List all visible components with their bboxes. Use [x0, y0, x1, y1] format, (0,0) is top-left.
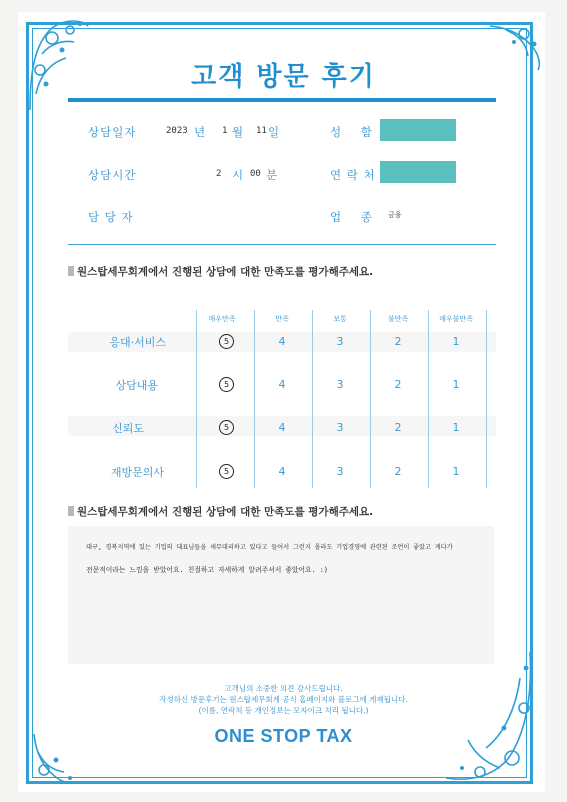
score-option[interactable]: 3: [336, 421, 344, 434]
rating-row-label: 재방문의사: [110, 466, 164, 479]
grid-line: [196, 310, 197, 488]
grid-line: [254, 310, 255, 488]
score-option[interactable]: 1: [452, 378, 460, 391]
score-option[interactable]: 1: [452, 335, 460, 348]
score-option[interactable]: 4: [278, 421, 286, 434]
score-option[interactable]: 3: [336, 378, 344, 391]
time-minute-value: 00: [250, 169, 261, 179]
question-marker-icon: [68, 506, 74, 516]
date-month-value: 1: [222, 126, 228, 136]
name-label: 성 함: [330, 125, 373, 139]
comment-line-2: 전문적이라는 느낌을 받았어요. 친절하고 자세하게 알려주셔서 좋았어요. :): [86, 566, 328, 574]
staff-label: 담 당 자: [88, 210, 134, 224]
selected-score-circle[interactable]: 5: [219, 420, 234, 435]
title-divider: [68, 98, 496, 102]
name-redacted: [380, 119, 456, 141]
grid-line: [312, 310, 313, 488]
page-title: 고객 방문 후기: [191, 62, 376, 92]
column-header: 매우만족: [208, 315, 236, 323]
grid-line: [370, 310, 371, 488]
selected-score-circle[interactable]: 5: [219, 464, 234, 479]
grid-line: [428, 310, 429, 488]
score-option[interactable]: 1: [452, 421, 460, 434]
column-header: 만족: [275, 315, 289, 323]
comment-line-1: 대구, 경북지역에 있는 기업의 대표님들을 세무대리하고 있다고 들어서 그런지 몰라도 기업경영에 관련된 조언이 좋았고 게다가: [86, 544, 453, 551]
rating-row-label: 응대·서비스: [109, 336, 166, 349]
rating-question: [68, 264, 373, 279]
corner-ornament-bottom-right: [440, 648, 540, 788]
column-header: 매우불만족: [439, 315, 473, 323]
score-option[interactable]: 3: [336, 335, 344, 348]
rating-row-label: 신뢰도: [112, 422, 144, 435]
footer-notice: 작성하신 방문후기는 원스탑세무회계 공식 홈페이지와 블로그에 게재됩니다.: [159, 695, 408, 704]
question-marker-icon: [68, 266, 74, 276]
grid-line: [486, 310, 487, 488]
rating-question-text: 원스탑세무회계에서 진행된 상담에 대한 만족도를 평가해주세요.: [77, 266, 374, 278]
contact-label: 연 락 처: [330, 168, 376, 182]
date-year-unit: 년: [194, 125, 207, 139]
brand-logo: ONE STOP TAX: [214, 726, 353, 746]
date-month-unit: 월: [232, 125, 245, 139]
score-option[interactable]: 2: [394, 335, 402, 348]
score-option[interactable]: 1: [452, 465, 460, 478]
time-label: 상담시간: [88, 168, 137, 182]
time-hour-unit: 시: [232, 168, 245, 182]
score-option[interactable]: 2: [394, 421, 402, 434]
score-option[interactable]: 3: [336, 465, 344, 478]
score-option[interactable]: 2: [394, 465, 402, 478]
time-minute-unit: 분: [266, 168, 279, 182]
selected-score-circle[interactable]: 5: [219, 334, 234, 349]
comment-question-text: 원스탑세무회계에서 진행된 상담에 대한 만족도를 평가해주세요.: [77, 506, 374, 518]
column-header: 보통: [333, 315, 347, 323]
comment-question: [68, 504, 373, 519]
score-option[interactable]: 4: [278, 335, 286, 348]
industry-value: 금융: [388, 211, 402, 219]
date-label: 상담일자: [88, 125, 137, 139]
date-day-value: 11: [256, 126, 267, 136]
date-year-value: 2023: [166, 126, 188, 136]
rating-row-label: 상담내용: [115, 379, 158, 392]
time-hour-value: 2: [216, 169, 222, 179]
footer-privacy: (이름, 연락처 등 개인정보는 모자이크 처리 됩니다.): [198, 706, 369, 715]
score-option[interactable]: 2: [394, 378, 402, 391]
contact-redacted: [380, 161, 456, 183]
industry-label: 업 종: [330, 210, 373, 224]
date-day-unit: 일: [268, 125, 281, 139]
score-option[interactable]: 4: [278, 378, 286, 391]
selected-score-circle[interactable]: 5: [219, 377, 234, 392]
score-option[interactable]: 4: [278, 465, 286, 478]
footer-thanks: 고객님의 소중한 의견 감사드립니다.: [224, 684, 343, 693]
column-header: 불만족: [387, 315, 409, 323]
section-divider: [68, 244, 496, 245]
